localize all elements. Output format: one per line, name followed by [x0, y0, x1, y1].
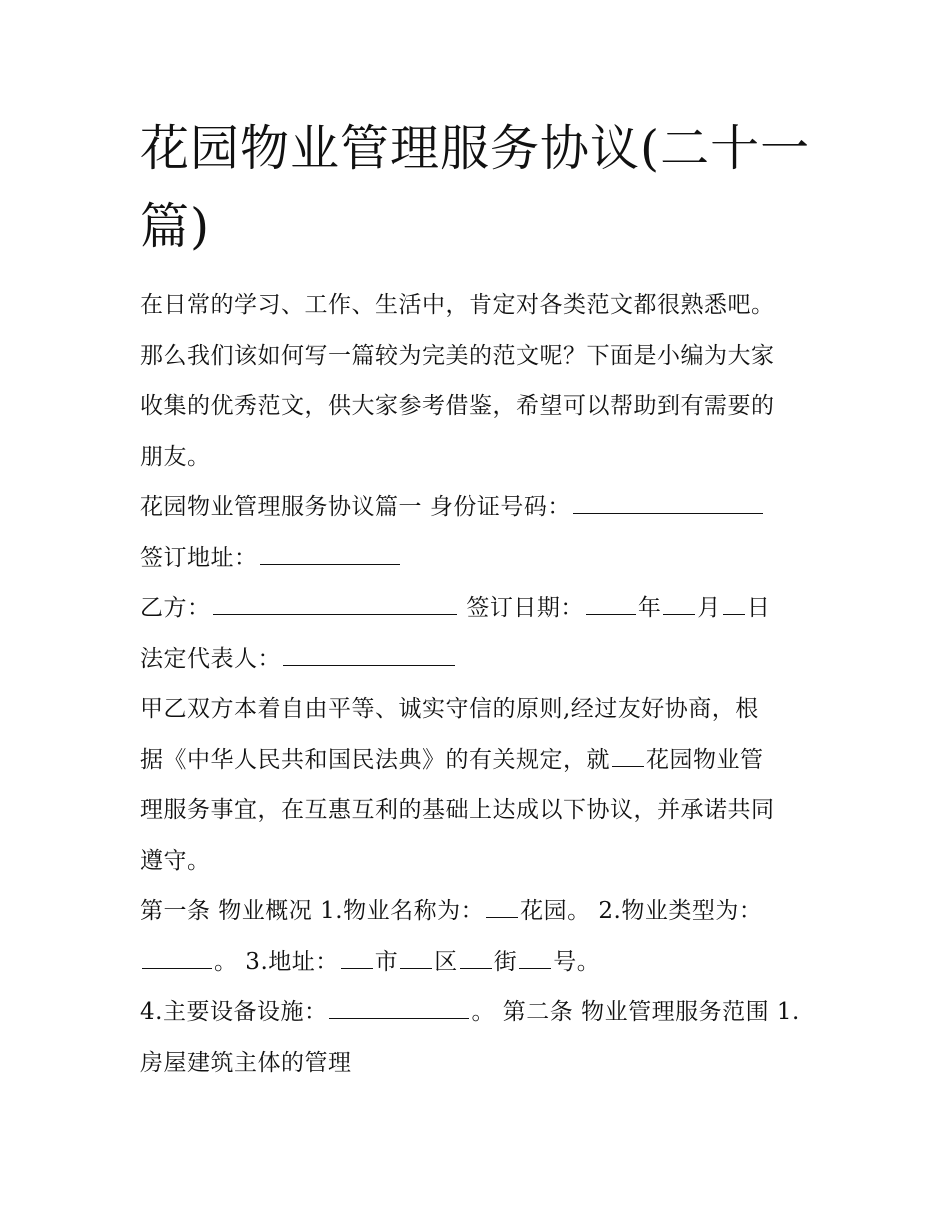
legal-rep-label: 法定代表人：: [140, 645, 281, 672]
garden-name-blank: [612, 765, 644, 767]
article-1-line-2: [140, 937, 820, 988]
day-blank: [723, 613, 745, 615]
legal-rep-blank: [283, 664, 455, 666]
facilities-line-2: 房屋建筑主体的管理: [140, 1049, 352, 1076]
property-name-blank: [486, 916, 518, 918]
facilities-a: 4.主要设备设施：: [140, 999, 328, 1025]
sign-date-label: 签订日期：: [466, 595, 584, 621]
day-unit: 日: [746, 595, 771, 621]
agreement-line-1: 甲乙双方本着自由平等、诚实守信的原则,经过友好协商，根: [140, 696, 759, 722]
article-1-line-1: [140, 886, 820, 937]
document-page: [140, 110, 820, 1088]
agreement-line-4: 遵守。: [140, 847, 211, 874]
city-blank: [341, 967, 373, 969]
document-title: 花园物业管理服务协议(二十一篇): [140, 120, 811, 255]
party-b-label: 乙方：: [140, 595, 211, 621]
year-unit: 年: [637, 595, 662, 621]
party-b-blank: [213, 613, 457, 615]
facilities-b: 。 第二条 物业管理服务范围 1.: [471, 999, 800, 1025]
year-blank: [586, 613, 636, 615]
article-1-a: 第一条 物业概况 1.物业名称为：: [140, 898, 485, 924]
agreement-line-3: 理服务事宜，在互惠互利的基础上达成以下协议，并承诺共同: [140, 797, 775, 823]
section-heading: 花园物业管理服务协议篇一: [140, 494, 422, 520]
sign-address-line: [140, 533, 820, 584]
month-blank: [663, 613, 695, 615]
facilities-blank: [329, 1017, 469, 1019]
party-b-line: [140, 583, 820, 634]
intro-line-3: 收集的优秀范文，供大家参考借鉴，希望可以帮助到有需要的: [140, 393, 775, 419]
section-heading-line: [140, 482, 820, 533]
article-1-b: 花园。 2.物业类型为：: [520, 898, 763, 924]
number-blank: [519, 967, 551, 969]
intro-line-2: 那么我们该如何写一篇较为完美的范文呢？下面是小编为大家: [140, 342, 775, 369]
agreement-line-2: [140, 735, 820, 786]
agreement-line-2-a: 据《中华人民共和国民法典》的有关规定，就: [140, 746, 610, 773]
month-unit: 月: [697, 595, 721, 621]
sign-address-label: 签订地址：: [140, 544, 258, 571]
sign-address-blank: [260, 563, 400, 565]
facilities-line: [140, 987, 820, 1038]
legal-rep-line: [140, 634, 820, 685]
property-type-blank: [142, 967, 212, 969]
district-unit: 区: [434, 948, 458, 975]
city-unit: 市: [374, 948, 399, 975]
agreement-line-2-b: 花园物业管: [646, 746, 764, 773]
id-number-blank: [573, 512, 763, 514]
street-unit: 街: [493, 948, 518, 975]
id-number-label: 身份证号码：: [429, 494, 571, 520]
intro-line-1: 在日常的学习、工作、生活中，肯定对各类范文都很熟悉吧。: [140, 292, 775, 318]
number-unit: 号。: [553, 948, 601, 975]
article-1-c: 。 3.地址：: [214, 948, 339, 975]
intro-line-4: 朋友。: [140, 443, 211, 470]
street-blank: [460, 967, 492, 969]
district-blank: [400, 967, 432, 969]
